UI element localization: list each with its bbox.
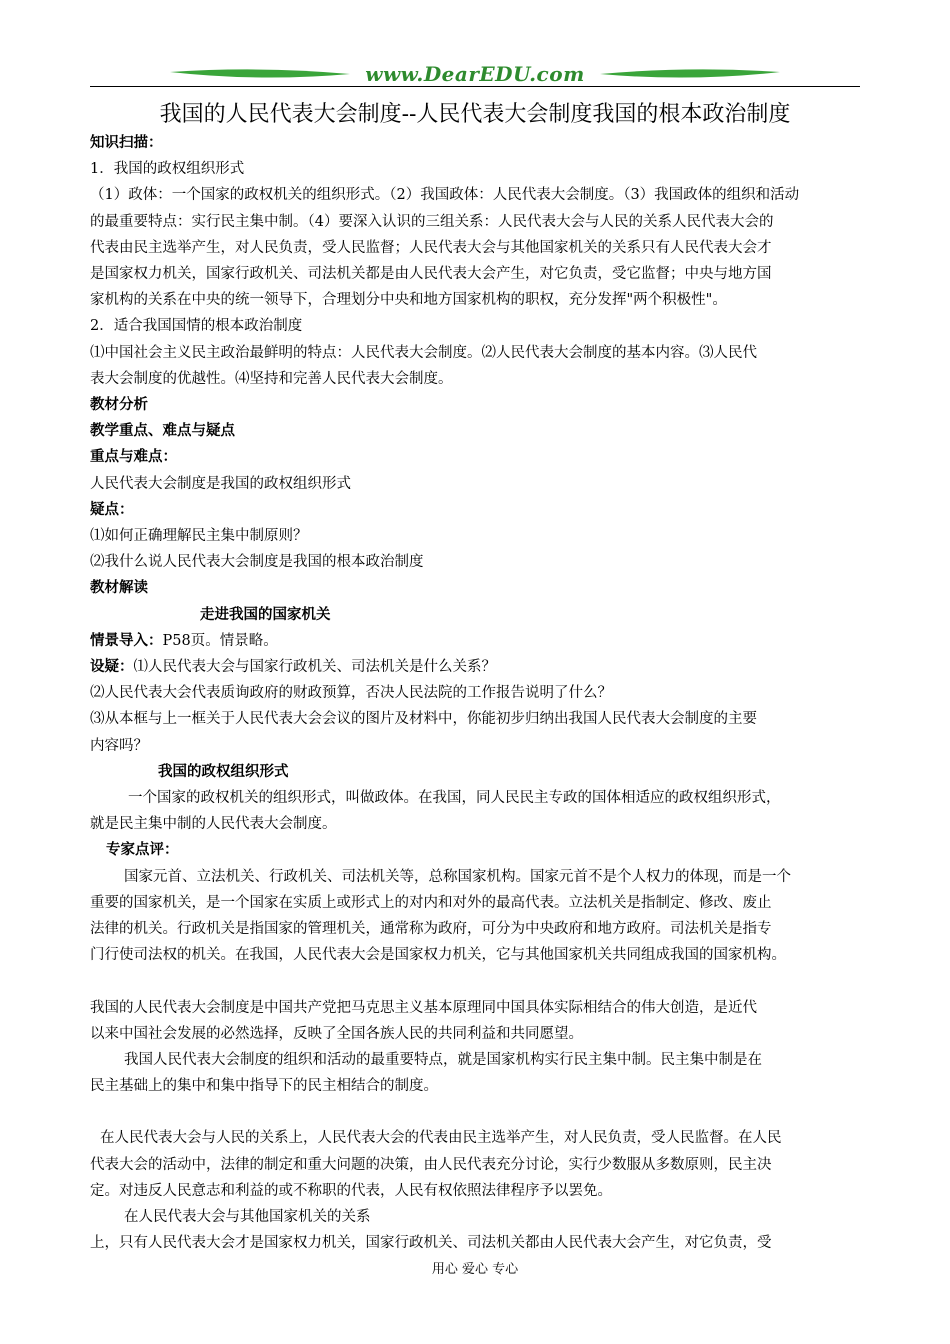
heading-knowledge-scan: 知识扫描： (90, 135, 163, 151)
text-line: （1）政体：一个国家的政权机关的组织形式。（2）我国政体：人民代表大会制度。（3）我国政体的组织和活动 (90, 187, 800, 204)
text-line: 一个国家的政权机关的组织形式，叫做政体。在我国，同人民民主专政的国体相适应的政权组织形式， (128, 790, 781, 807)
text-line: 的最重要特点：实行民主集中制。（4）要深入认识的三组关系：人民代表大会与人民的关系人民代表大会的 (90, 213, 774, 230)
text-line: 表大会制度的优越性。⑷坚持和完善人民代表大会制度。 (90, 370, 453, 387)
text-line: 就是民主集中制的人民代表大会制度。 (90, 816, 337, 833)
text-line: 在人民代表大会与人民的关系上，人民代表大会的代表由民主选举产生，对人民负责，受人民监督。在人民 (100, 1130, 782, 1147)
heading-key-points: 教学重点、难点与疑点 (90, 423, 235, 440)
heading-enter-state-organs: 走进我国的国家机关 (200, 606, 331, 623)
text-line: ⑶从本框与上一框关于人民代表大会会议的图片及材料中，你能初步归纳出我国人民代表大会制度的主要 (90, 711, 757, 728)
heading-material-reading: 教材解读 (90, 580, 148, 597)
text-line: ⑴中国社会主义民主政治最鲜明的特点：人民代表大会制度。⑵人民代表大会制度的基本内容。⑶人民代 (90, 344, 757, 361)
document-body (90, 130, 860, 1256)
spacer (90, 969, 860, 995)
text-line: 上，只有人民代表大会才是国家权力机关，国家行政机关、司法机关都由人民代表大会产生，对它负责，受 (90, 1235, 772, 1252)
text-line: 以来中国社会发展的必然选择，反映了全国各族人民的共同利益和共同愿望。 (90, 1025, 583, 1042)
text-line: 人民代表大会制度是我国的政权组织形式 (90, 475, 351, 492)
document-title: 我国的人民代表大会制度--人民代表大会制度我国的根本政治制度 (159, 102, 791, 127)
scene-intro-label: 情景导入： (90, 632, 163, 649)
question-label: 设疑： (90, 659, 134, 676)
question-1: ⑴人民代表大会与国家行政机关、司法机关是什么关系？ (133, 659, 496, 676)
text-line: ⑴如何正确理解民主集中制原则？ (90, 528, 308, 545)
left-swoosh-icon (170, 68, 350, 80)
text-line: 内容吗？ (90, 737, 148, 754)
header-rule (90, 86, 860, 87)
spacer (90, 1099, 860, 1125)
document-page (90, 60, 860, 1256)
scene-intro-line (90, 628, 860, 654)
text-line: 是国家权力机关，国家行政机关、司法机关都是由人民代表大会产生，对它负责，受它监督；中央与地方国 (90, 266, 772, 283)
text-line: 代表由民主选举产生，对人民负责，受人民监督；人民代表大会与其他国家机关的关系只有人民代表大会才 (90, 239, 772, 256)
page-footer: 用心 爱心 专心 (431, 1262, 519, 1277)
question-line (90, 654, 860, 680)
text-line: 我国的人民代表大会制度是中国共产党把马克思主义基本原理同中国具体实际相结合的伟大创造，是近代 (90, 999, 757, 1016)
right-swoosh-icon (600, 68, 780, 80)
heading-regime-form: 我国的政权组织形式 (158, 763, 289, 780)
heading-material-analysis: 教材分析 (90, 397, 148, 414)
text-line: 重要的国家机关，是一个国家在实质上或形式上的对内和对外的最高代表。立法机关是指制定、修改、废止 (90, 894, 772, 911)
text-line: 1．我国的政权组织形式 (90, 161, 245, 178)
text-line: ⑵人民代表大会代表质询政府的财政预算，否决人民法院的工作报告说明了什么？ (90, 685, 612, 702)
text-line: ⑵我什么说人民代表大会制度是我国的根本政治制度 (90, 554, 424, 571)
site-logo[interactable]: www.DearEDU.com (365, 62, 585, 86)
text-line: 民主基础上的集中和集中指导下的民主相结合的制度。 (90, 1078, 438, 1095)
heading-expert-comment: 专家点评： (106, 842, 179, 859)
text-line: 国家元首、立法机关、行政机关、司法机关等，总称国家机构。国家元首不是个人权力的体现，而是一个 (124, 868, 791, 885)
site-header (90, 60, 860, 88)
text-line: 我国人民代表大会制度的组织和活动的最重要特点，就是国家机构实行民主集中制。民主集中制是在 (124, 1051, 762, 1068)
text-line: 法律的机关。行政机关是指国家的管理机关，通常称为政府，可分为中央政府和地方政府。司法机关是指专 (90, 921, 772, 938)
text-line: 在人民代表大会与其他国家机关的关系 (124, 1208, 371, 1225)
heading-doubts: 疑点： (90, 501, 134, 518)
heading-key-and-difficult: 重点与难点： (90, 449, 177, 466)
text-line: 代表大会的活动中，法律的制定和重大问题的决策，由人民代表充分讨论，实行少数服从多数原则，民主决 (90, 1156, 772, 1173)
text-line: 门行使司法权的机关。在我国，人民代表大会是国家权力机关，它与其他国家机关共同组成我国的国家机构。 (90, 947, 786, 964)
scene-intro-text: P58页。情景略。 (162, 632, 278, 649)
text-line: 家机构的关系在中央的统一领导下，合理划分中央和地方国家机构的职权，充分发挥"两个积极性"。 (90, 292, 727, 309)
text-line: 2．适合我国国情的根本政治制度 (90, 318, 303, 335)
text-line: 定。对违反人民意志和利益的或不称职的代表，人民有权依照法律程序予以罢免。 (90, 1182, 612, 1199)
